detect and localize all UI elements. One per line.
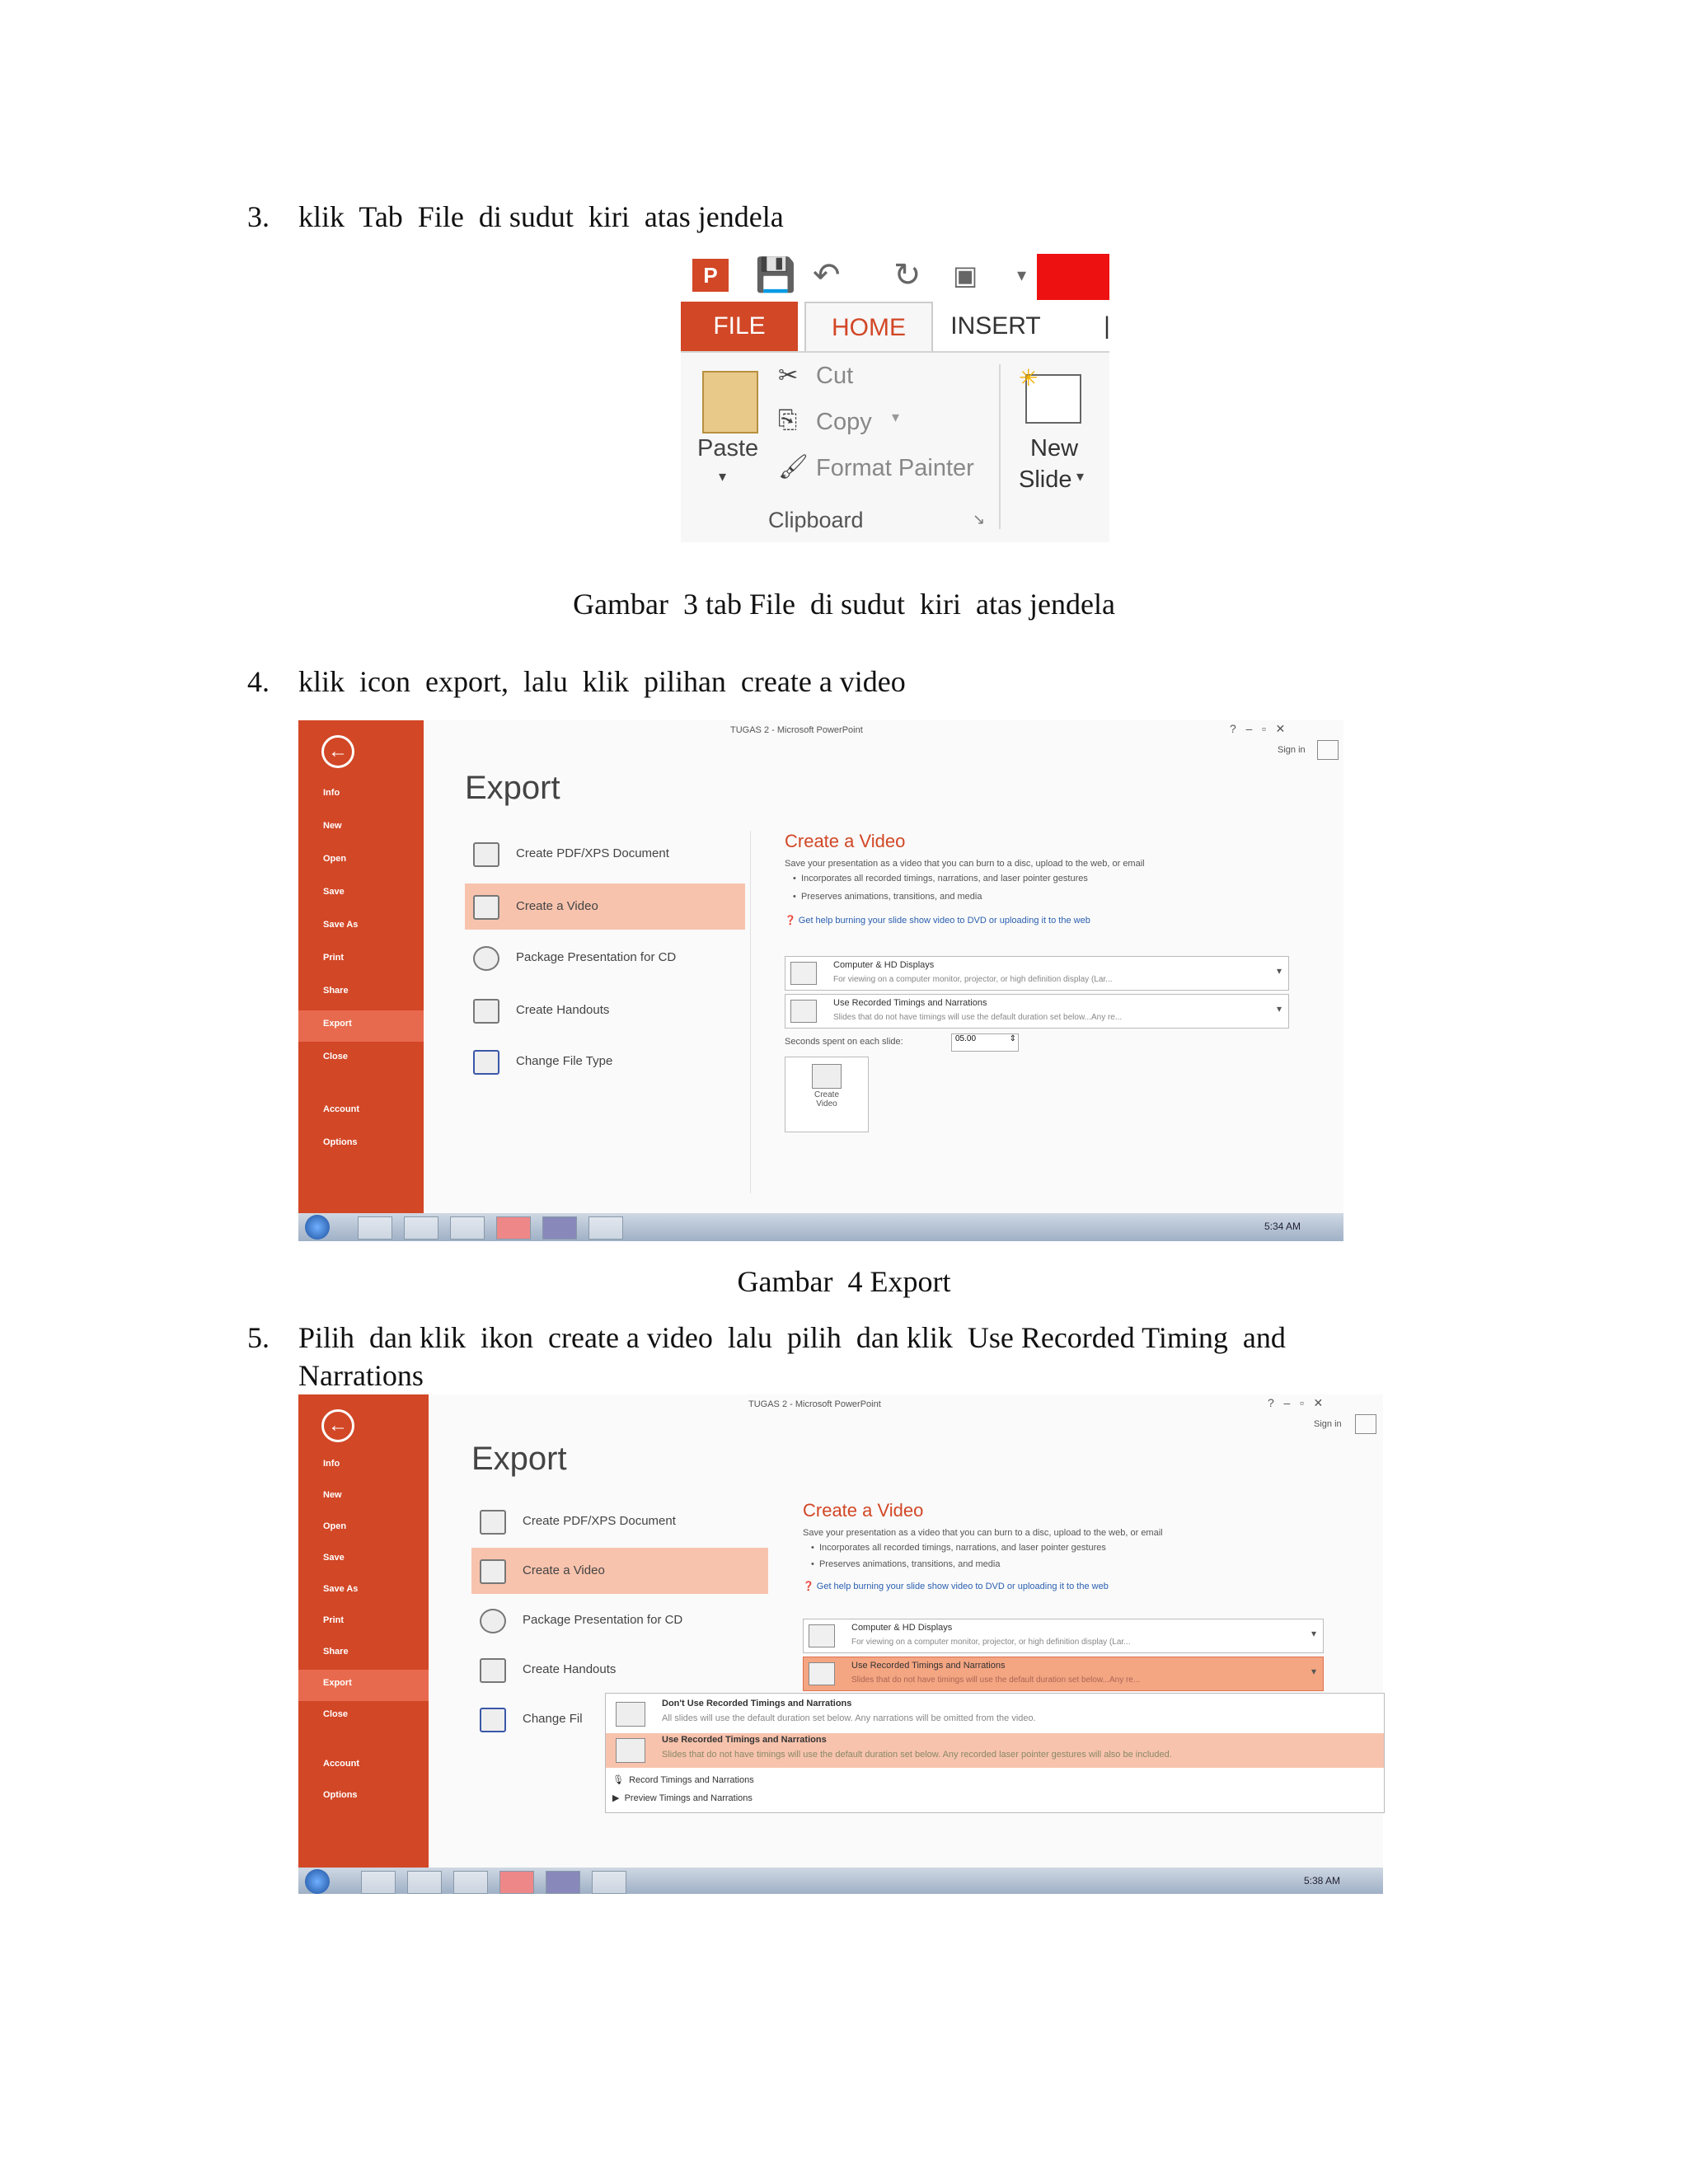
format-painter-icon: 🖌 xyxy=(778,454,809,480)
sign-in-link[interactable]: Sign in xyxy=(1278,745,1306,755)
format-painter-button[interactable]: Format Painter xyxy=(816,455,974,481)
slideshow-icon[interactable]: ▣ xyxy=(953,260,978,290)
group-label-clipboard: Clipboard xyxy=(768,508,864,532)
step-number: 5. xyxy=(247,1321,270,1354)
option-create-pdf[interactable] xyxy=(471,1498,768,1544)
sidebar-item-share[interactable]: Share xyxy=(323,1647,349,1657)
menu-item-title: Use Recorded Timings and Narrations xyxy=(662,1735,827,1745)
sidebar-item-info[interactable]: Info xyxy=(323,1459,340,1469)
tab-next-partial[interactable]: | xyxy=(1104,312,1110,340)
taskbar-app[interactable] xyxy=(450,1216,485,1240)
bullet-2: • Preserves animations, transitions, and media xyxy=(811,1559,1001,1569)
sidebar-item-info[interactable]: Info xyxy=(323,788,340,798)
create-video-button[interactable] xyxy=(785,1057,869,1132)
taskbar-explorer[interactable] xyxy=(407,1871,442,1894)
bullet-text: Incorporates all recorded timings, narrations, and laser pointer gestures xyxy=(800,874,1088,883)
user-avatar-icon xyxy=(1317,740,1339,760)
start-button[interactable] xyxy=(305,1215,330,1240)
menu-item-label: Record Timings and Narrations xyxy=(629,1775,754,1785)
undo-icon[interactable]: ↶ xyxy=(813,256,841,293)
step-text-line-2: Narrations xyxy=(298,1359,424,1392)
bullet-1: • Incorporates all recorded timings, narrations, and laser pointer gestures xyxy=(811,1543,1106,1553)
option-label: Create PDF/XPS Document xyxy=(523,1514,676,1528)
taskbar-other[interactable] xyxy=(588,1216,623,1240)
sidebar-item-new[interactable]: New xyxy=(323,821,342,831)
taskbar-powerpoint[interactable] xyxy=(496,1216,531,1240)
menu-item-label: Preview Timings and Narrations xyxy=(624,1793,753,1803)
cut-icon: ✂ xyxy=(778,363,799,389)
create-video-label-2: Video xyxy=(816,1099,837,1108)
create-video-label-1: Create xyxy=(814,1090,839,1099)
paste-dropdown-icon[interactable]: ▾ xyxy=(719,468,727,485)
step-text: klik Tab File di sudut kiri atas jendela xyxy=(298,200,784,233)
option-create-video[interactable] xyxy=(465,883,745,930)
dropdown-desc: For viewing on a computer monitor, projector, or high definition display (Lar... xyxy=(833,975,1113,984)
paste-icon[interactable] xyxy=(702,371,758,434)
customize-qat-icon[interactable]: ▾ xyxy=(1017,265,1027,285)
taskbar-ie[interactable] xyxy=(361,1871,396,1894)
caption-fig3: Gambar 3 tab File di sudut kiri atas jendela xyxy=(573,588,1115,621)
ribbon-body xyxy=(681,351,1109,542)
help-icon: ❓ xyxy=(785,916,796,926)
copy-button[interactable]: Copy xyxy=(816,409,872,435)
chevron-down-icon: ▾ xyxy=(1276,1003,1282,1015)
taskbar-clock: 5:34 AM xyxy=(1264,1221,1301,1232)
sidebar-item-export[interactable]: Export xyxy=(323,1678,352,1688)
option-label: Change File Type xyxy=(516,1054,613,1068)
option-change-file-type[interactable] xyxy=(471,1696,603,1742)
spinner-icon[interactable]: ⇕ xyxy=(1009,1034,1016,1043)
video-icon xyxy=(480,1559,506,1584)
sidebar-item-print[interactable]: Print xyxy=(323,953,345,963)
panel-title: Create a Video xyxy=(785,831,906,851)
seconds-label: Seconds spent on each slide: xyxy=(785,1037,903,1047)
back-arrow-icon[interactable]: ← xyxy=(321,1409,354,1442)
help-icon: ❓ xyxy=(803,1582,814,1591)
cut-button[interactable]: Cut xyxy=(816,363,854,389)
help-link[interactable] xyxy=(803,1581,1109,1591)
panel-title: Create a Video xyxy=(803,1500,924,1521)
option-label: Create Handouts xyxy=(516,1003,610,1017)
sidebar-item-options[interactable]: Options xyxy=(323,1137,358,1147)
bullet-2: • Preserves animations, transitions, and media xyxy=(793,892,982,902)
seconds-value: 05.00 xyxy=(955,1034,977,1043)
sidebar-item-account[interactable]: Account xyxy=(323,1104,359,1114)
taskbar-word[interactable] xyxy=(542,1216,577,1240)
chevron-down-icon: ▾ xyxy=(1311,1628,1316,1639)
cd-icon xyxy=(473,946,499,971)
sparkle-icon: ✳ xyxy=(1019,366,1039,391)
menu-item-record-timings[interactable] xyxy=(612,1774,754,1785)
back-arrow-icon[interactable]: ← xyxy=(321,735,354,768)
dropdown-desc: Slides that do not have timings will use the default duration set below...Any re... xyxy=(851,1675,1141,1685)
timing-icon xyxy=(790,1000,817,1023)
monitor-icon xyxy=(809,1624,835,1647)
option-label: Create a Video xyxy=(523,1563,605,1577)
sidebar-selected-highlight xyxy=(298,1670,429,1701)
sidebar-item-account[interactable]: Account xyxy=(323,1759,359,1769)
quality-dropdown[interactable] xyxy=(803,1619,1324,1653)
sidebar-item-share[interactable]: Share xyxy=(323,986,349,996)
help-link-text: Get help burning your slide show video to DVD or uploading it to the web xyxy=(798,916,1090,926)
option-create-handouts[interactable] xyxy=(471,1647,768,1693)
video-icon xyxy=(473,895,499,920)
sidebar-selected-highlight xyxy=(298,1010,424,1042)
option-label: Create Handouts xyxy=(523,1662,617,1676)
handouts-icon xyxy=(480,1658,506,1683)
taskbar-powerpoint[interactable] xyxy=(499,1871,534,1894)
handouts-icon xyxy=(473,999,499,1024)
bullet-text: Incorporates all recorded timings, narrations, and laser pointer gestures xyxy=(818,1543,1106,1553)
option-package-cd[interactable] xyxy=(471,1597,768,1643)
menu-item-title: Don't Use Recorded Timings and Narrations xyxy=(662,1699,852,1708)
step-text-line-1: Pilih dan klik ikon create a video lalu pilih dan klik Use Recorded Timing and xyxy=(298,1321,1286,1354)
dropdown-desc: Slides that do not have timings will use the default duration set below...Any re... xyxy=(833,1013,1123,1022)
option-label: Create PDF/XPS Document xyxy=(516,846,669,860)
file-type-icon xyxy=(480,1708,506,1732)
bullet-1: • Incorporates all recorded timings, narrations, and laser pointer gestures xyxy=(793,874,1088,883)
page-title: Export xyxy=(471,1441,567,1477)
file-type-icon xyxy=(473,1050,499,1075)
panel-description: Save your presentation as a video that you can burn to a disc, upload to the web, or email xyxy=(803,1528,1163,1538)
tab-file[interactable]: FILE xyxy=(681,302,798,351)
sidebar-item-save-as[interactable]: Save As xyxy=(323,920,359,930)
chevron-down-icon: ▾ xyxy=(1311,1666,1316,1677)
sidebar-item-close[interactable]: Close xyxy=(323,1709,348,1719)
option-create-video[interactable] xyxy=(471,1548,768,1594)
dropdown-desc: For viewing on a computer monitor, projector, or high definition display (Lar... xyxy=(851,1638,1131,1647)
option-change-file-type[interactable] xyxy=(465,1038,745,1085)
window-title: TUGAS 2 - Microsoft PowerPoint xyxy=(730,725,863,735)
sidebar-item-new[interactable]: New xyxy=(323,1490,342,1500)
dropdown-title: Use Recorded Timings and Narrations xyxy=(851,1661,1006,1671)
bullet-text: Preserves animations, transitions, and media xyxy=(818,1559,1001,1569)
menu-item-preview-timings[interactable] xyxy=(612,1793,753,1803)
option-create-pdf[interactable] xyxy=(465,831,745,877)
pdf-icon xyxy=(473,842,499,867)
panel-description: Save your presentation as a video that you can burn to a disc, upload to the web, or email xyxy=(785,859,1145,869)
user-avatar-icon xyxy=(1355,1414,1376,1434)
copy-icon: ⎘ xyxy=(778,407,798,434)
powerpoint-logo-icon: P xyxy=(692,259,729,292)
seconds-input[interactable] xyxy=(951,1033,1019,1052)
sidebar-item-save[interactable]: Save xyxy=(323,1553,345,1563)
sidebar-item-close[interactable]: Close xyxy=(323,1052,348,1062)
paste-label[interactable]: Paste xyxy=(697,435,759,462)
copy-dropdown-icon[interactable]: ▾ xyxy=(892,409,900,425)
sidebar-item-open[interactable]: Open xyxy=(323,854,347,864)
windows-taskbar xyxy=(298,1213,1343,1241)
dialog-launcher-icon[interactable]: ↘ xyxy=(973,511,986,527)
redacted-box xyxy=(1037,254,1109,300)
window-controls[interactable]: ? – ▫ ✕ xyxy=(1268,1396,1324,1409)
backstage-sidebar xyxy=(298,720,424,1213)
start-button[interactable] xyxy=(305,1869,330,1894)
step-text: klik icon export, lalu klik pilihan create a video xyxy=(298,665,906,698)
sidebar-item-save-as[interactable]: Save As xyxy=(323,1584,359,1594)
sidebar-item-print[interactable]: Print xyxy=(323,1615,345,1625)
group-divider xyxy=(999,364,1001,529)
caption-fig4: Gambar 4 Export xyxy=(737,1265,951,1298)
window-title: TUGAS 2 - Microsoft PowerPoint xyxy=(748,1399,881,1409)
cd-icon xyxy=(480,1609,506,1633)
taskbar-word[interactable] xyxy=(546,1871,580,1894)
taskbar-other[interactable] xyxy=(592,1871,626,1894)
narration-icon xyxy=(616,1738,645,1763)
panel-divider xyxy=(750,831,751,1193)
tab-insert[interactable]: INSERT xyxy=(950,312,1041,340)
tab-home[interactable]: HOME xyxy=(804,302,933,354)
dropdown-title: Computer & HD Displays xyxy=(833,960,935,970)
redo-icon[interactable]: ↻ xyxy=(893,256,921,293)
monitor-icon xyxy=(790,962,817,985)
option-label: Package Presentation for CD xyxy=(523,1613,683,1627)
option-label: Package Presentation for CD xyxy=(516,950,677,964)
timing-icon xyxy=(809,1662,835,1685)
menu-item-desc: All slides will use the default duration set below. Any narrations will be omitted from the video. xyxy=(662,1713,1036,1723)
help-link[interactable] xyxy=(785,915,1090,926)
step-text-block xyxy=(298,1319,1286,1394)
step-4 xyxy=(247,663,906,701)
bullet-text: Preserves animations, transitions, and media xyxy=(800,892,982,902)
timings-dropdown[interactable] xyxy=(785,994,1289,1029)
menu-item-dont-use-recorded[interactable] xyxy=(606,1697,1384,1730)
export-screenshot-1 xyxy=(298,720,1343,1241)
windows-taskbar xyxy=(298,1868,1383,1894)
window-controls[interactable]: ? – ▫ ✕ xyxy=(1230,722,1286,735)
timings-dropdown-open[interactable] xyxy=(803,1657,1324,1691)
new-slide-dropdown-icon[interactable]: ▾ xyxy=(1076,468,1085,485)
taskbar-ie[interactable] xyxy=(358,1216,392,1240)
dropdown-title: Use Recorded Timings and Narrations xyxy=(833,998,987,1008)
step-3 xyxy=(247,198,784,236)
new-slide-label-2[interactable]: Slide xyxy=(1019,466,1072,493)
taskbar-explorer[interactable] xyxy=(404,1216,438,1240)
option-package-cd[interactable] xyxy=(465,935,745,981)
sidebar-item-export[interactable]: Export xyxy=(323,1019,352,1029)
option-create-handouts[interactable] xyxy=(465,987,745,1033)
no-narration-icon xyxy=(616,1702,645,1727)
step-number: 3. xyxy=(247,200,270,233)
page-title: Export xyxy=(465,770,560,806)
save-icon[interactable]: 💾 xyxy=(755,256,796,293)
menu-item-desc: Slides that do not have timings will use the default duration set below. Any recorded laser pointer gestures will also be included. xyxy=(662,1750,1172,1760)
quality-dropdown[interactable] xyxy=(785,956,1289,991)
chevron-down-icon: ▾ xyxy=(1276,965,1282,977)
ribbon-screenshot xyxy=(681,252,1109,542)
help-link-text: Get help burning your slide show video to DVD or uploading it to the web xyxy=(816,1582,1109,1591)
taskbar-clock: 5:38 AM xyxy=(1304,1875,1341,1886)
step-5 xyxy=(247,1319,1286,1394)
sign-in-link[interactable]: Sign in xyxy=(1314,1419,1342,1429)
create-video-icon xyxy=(812,1064,842,1089)
sidebar-item-save[interactable]: Save xyxy=(323,887,345,897)
dropdown-title: Computer & HD Displays xyxy=(851,1623,953,1633)
backstage-sidebar xyxy=(298,1394,429,1868)
step-number: 4. xyxy=(247,665,270,698)
sidebar-item-open[interactable]: Open xyxy=(323,1521,347,1531)
sidebar-item-options[interactable]: Options xyxy=(323,1790,358,1800)
export-screenshot-2 xyxy=(298,1394,1383,1894)
taskbar-app[interactable] xyxy=(453,1871,488,1894)
preview-icon: ▶ xyxy=(612,1793,620,1803)
menu-item-use-recorded[interactable] xyxy=(606,1733,1384,1768)
option-label: Change Fil xyxy=(523,1712,583,1726)
record-icon: 🎙 xyxy=(612,1775,624,1785)
timings-dropdown-menu xyxy=(605,1693,1385,1813)
pdf-icon xyxy=(480,1510,506,1535)
new-slide-label-1[interactable]: New xyxy=(1030,435,1079,462)
option-label: Create a Video xyxy=(516,899,598,913)
